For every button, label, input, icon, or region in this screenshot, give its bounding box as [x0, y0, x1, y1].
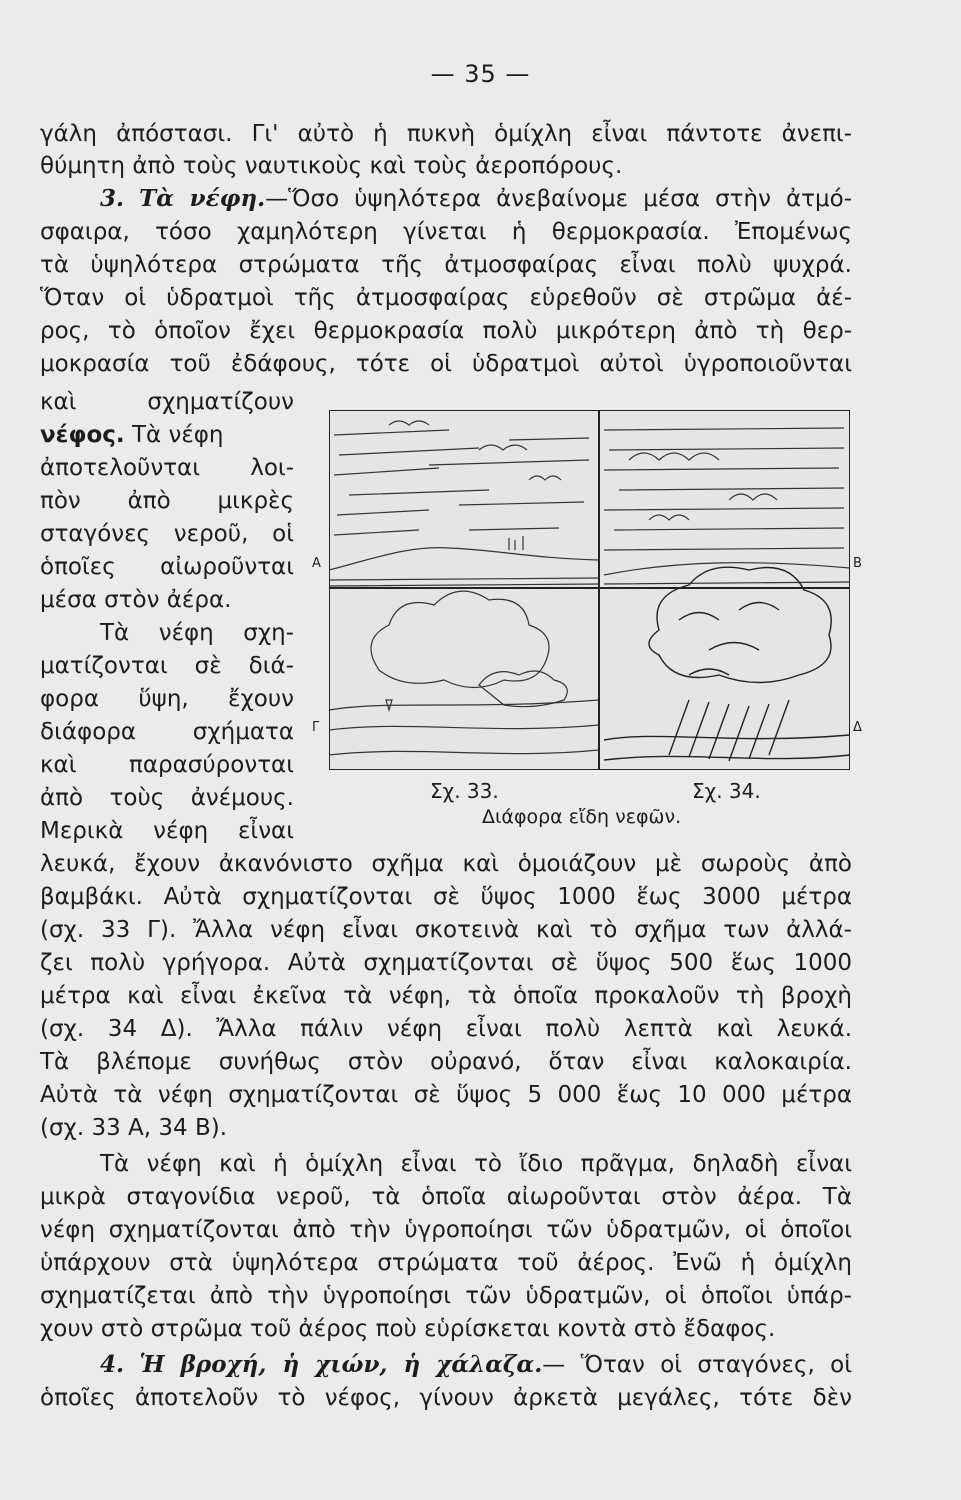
text-line: (σχ. 33 Α, 34 Β).	[40, 1115, 228, 1141]
text-line: ὁποῖες ἀποτελοῦν τὸ νέφος, γίνουν ἀρκετὰ μεγάλες, τότε δὲν	[40, 1385, 852, 1411]
narrow-line: Τὰ νέφη σχη-	[100, 620, 294, 646]
text-line: σφαιρα, τόσο χαμηλότερη γίνεται ἡ θερμοκρασία. Ἐπομένως	[40, 219, 852, 245]
section-4-number: 4.	[100, 1351, 125, 1378]
figure-caption: Διάφορα εἴδη νεφῶν.	[482, 806, 682, 828]
text-line: Αὐτὰ τὰ νέφη σχηματίζονται σὲ ὕψος 5 000 ἕως 10 000 μέτρα	[40, 1082, 852, 1108]
text-line: μέτρα καὶ εἶναι ἐκεῖνα τὰ νέφη, τὰ ὁποῖα προκαλοῦν τὴ βροχὴ	[40, 983, 852, 1009]
figure-label-a: Α	[312, 556, 321, 571]
page-number: — 35 —	[430, 60, 531, 88]
text-line: ρος, τὸ ὁποῖον ἔχει θερμοκρασία πολὺ μικρότερη ἀπὸ τὴ θερ-	[40, 318, 852, 344]
narrow-line: ματίζονται σὲ διά-	[40, 653, 294, 679]
text-line: Τὰ νέφη καὶ ἡ ὁμίχλη εἶναι τὸ ἴδιο πρᾶγμα, δηλαδὴ εἶναι	[100, 1151, 852, 1177]
text-line: (σχ. 34 Δ). Ἄλλα πάλιν νέφη εἶναι πολὺ λεπτὰ καὶ λευκά.	[40, 1016, 852, 1042]
text-line: νέφη σχηματίζονται ἀπὸ τὴν ὑγροποίησι τῶν ὑδρατμῶν, οἱ ὁποῖοι	[40, 1217, 852, 1243]
text-line: θύμητη ἀπὸ τοὺς ναυτικοὺς καὶ τοὺς ἀεροπόρους.	[40, 153, 623, 179]
caption-fig-33: Σχ. 33.	[430, 779, 499, 803]
section-3-line	[100, 183, 852, 215]
text-line: Τὰ βλέπομε συνήθως στὸν οὐρανό, ὅταν εἶναι καλοκαιρία.	[40, 1049, 852, 1075]
text-line: ζει πολὺ γρήγορα. Αὐτὰ σχηματίζονται σὲ ὕψος 500 ἕως 1000	[40, 950, 852, 976]
text-line: μοκρασία τοῦ ἐδάφους, τότε οἱ ὑδρατμοὶ αὐτοὶ ὑγροποιοῦνται	[40, 351, 852, 377]
figure-label-g: Γ	[312, 720, 320, 735]
text-line: λευκά, ἔχουν ἀκανόνιστο σχῆμα καὶ ὁμοιάζουν μὲ σωροὺς ἀπὸ	[40, 851, 852, 877]
text-line: μικρὰ σταγονίδια νεροῦ, τὰ ὁποῖα αἰωροῦνται στὸν ἀέρα. Τὰ	[40, 1184, 852, 1210]
cloud-illustration	[329, 410, 850, 770]
narrow-line: ὁποῖες αἰωροῦνται	[40, 554, 294, 580]
figure-label-d: Δ	[853, 720, 862, 735]
section-4-heading: Ἡ βροχή, ἡ χιών, ἡ χάλαζα.	[139, 1351, 543, 1378]
narrow-line: ἀποτελοῦνται λοι-	[40, 455, 294, 481]
text-line: βαμβάκι. Αὐτὰ σχηματίζονται σὲ ὕψος 1000 ἕως 3000 μέτρα	[40, 884, 852, 910]
cloud-types-figure	[329, 410, 850, 770]
section-3-heading: Τὰ νέφη.	[139, 185, 266, 212]
bold-term: νέφος.	[40, 422, 125, 448]
section-3-number: 3.	[100, 185, 125, 212]
narrow-line: σταγόνες νεροῦ, οἱ	[40, 521, 294, 547]
section-4-line	[100, 1349, 852, 1381]
narrow-line: πὸν ἀπὸ μικρὲς	[40, 488, 294, 514]
narrow-line: Μερικὰ νέφη εἶναι	[40, 818, 294, 844]
text-line: τὰ ὑψηλότερα στρώματα τῆς ἀτμοσφαίρας εἶναι πολὺ ψυχρά.	[40, 252, 852, 278]
narrow-line: καὶ σχηματίζουν	[40, 389, 294, 415]
narrow-line	[40, 419, 224, 451]
narrow-line: ἀπὸ τοὺς ἀνέμους.	[40, 785, 294, 811]
narrow-line: καὶ παρασύρονται	[40, 752, 294, 778]
narrow-line: διάφορα σχήματα	[40, 719, 294, 745]
text-line: χουν στὸ στρῶμα τοῦ ἀέρος ποὺ εὑρίσκεται κοντὰ στὸ ἔδαφος.	[40, 1316, 776, 1342]
figure-label-b: Β	[853, 556, 862, 571]
text-line: ὑπάρχουν στὰ ὑψηλότερα στρώματα τοῦ ἀέρος. Ἐνῶ ἡ ὁμίχλη	[40, 1250, 852, 1276]
text-line: γάλη ἀπόστασι. Γι' αὐτὸ ἡ πυκνὴ ὁμίχλη εἶναι πάντοτε ἀνεπι-	[40, 121, 852, 147]
narrow-line: μέσα στὸν ἀέρα.	[40, 587, 232, 613]
section-4-text: — Ὅταν οἱ σταγόνες, οἱ	[542, 1352, 853, 1378]
caption-fig-34: Σχ. 34.	[692, 779, 761, 803]
narrow-line: φορα ὕψη, ἔχουν	[40, 686, 294, 712]
narrow-text: Τὰ νέφη	[124, 422, 224, 448]
text-line: σχηματίζεται ἀπὸ τὴν ὑγροποίησι τῶν ὑδρατμῶν, οἱ ὁποῖοι ὑπάρ-	[40, 1283, 852, 1309]
text-line: Ὅταν οἱ ὑδρατμοὶ τῆς ἀτμοσφαίρας εὑρεθοῦν σὲ στρῶμα ἀέ-	[40, 285, 852, 311]
section-3-text: —Ὅσο ὑψηλότερα ἀνεβαίνομε μέσα στὴν ἀτμό-	[265, 186, 853, 212]
text-line: (σχ. 33 Γ). Ἄλλα νέφη εἶναι σκοτεινὰ καὶ τὸ σχῆμα των ἀλλά-	[40, 917, 852, 943]
